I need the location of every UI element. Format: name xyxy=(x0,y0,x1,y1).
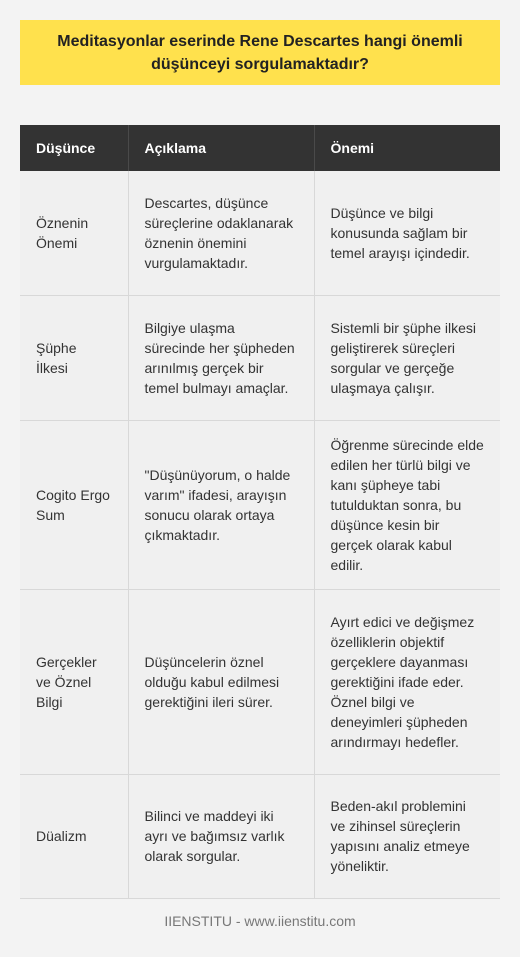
cell-dusunce: Gerçekler ve Öznel Bilgi xyxy=(20,589,128,774)
column-header-aciklama: Açıklama xyxy=(128,125,314,171)
cell-aciklama: Descartes, düşünce süreçlerine odaklanarak öznenin önemini vurgulamaktadır. xyxy=(128,171,314,295)
column-header-onemi: Önemi xyxy=(314,125,500,171)
cell-onemi: Öğrenme sürecinde elde edilen her türlü bilgi ve kanı şüpheye tabi tutulduktan sonra, bu düşünce kesin bir gerçek olarak kabul edilir. xyxy=(314,420,500,589)
cell-dusunce: Düalizm xyxy=(20,774,128,898)
footer-credit: IIENSTITU - www.iienstitu.com xyxy=(164,913,356,929)
table-header-row xyxy=(20,125,500,171)
table-row xyxy=(20,420,500,589)
descartes-table xyxy=(20,125,500,899)
title-banner xyxy=(20,20,500,85)
table-row xyxy=(20,171,500,295)
cell-dusunce: Şüphe İlkesi xyxy=(20,295,128,420)
cell-aciklama: Düşüncelerin öznel olduğu kabul edilmesi gerektiğini ileri sürer. xyxy=(128,589,314,774)
cell-onemi: Sistemli bir şüphe ilkesi geliştirerek süreçleri sorgular ve gerçeğe ulaşmaya çalışır. xyxy=(314,295,500,420)
cell-aciklama: "Düşünüyorum, o halde varım" ifadesi, arayışın sonucu olarak ortaya çıkmaktadır. xyxy=(128,420,314,589)
table-row xyxy=(20,295,500,420)
cell-dusunce: Öznenin Önemi xyxy=(20,171,128,295)
column-header-dusunce: Düşünce xyxy=(20,125,128,171)
cell-aciklama: Bilinci ve maddeyi iki ayrı ve bağımsız varlık olarak sorgular. xyxy=(128,774,314,898)
page-title: Meditasyonlar eserinde Rene Descartes hangi önemli düşünceyi sorgulamaktadır? xyxy=(57,32,463,73)
cell-onemi: Ayırt edici ve değişmez özelliklerin objektif gerçeklere dayanması gerektiğini ifade eder. Öznel bilgi ve deneyimleri şüpheden arındırmayı hedefler. xyxy=(314,589,500,774)
cell-onemi: Beden-akıl problemini ve zihinsel süreçlerin yapısını analiz etmeye yöneliktir. xyxy=(314,774,500,898)
cell-aciklama: Bilgiye ulaşma sürecinde her şüpheden arınılmış gerçek bir temel bulmayı amaçlar. xyxy=(128,295,314,420)
cell-dusunce: Cogito Ergo Sum xyxy=(20,420,128,589)
table-row xyxy=(20,774,500,898)
table-row xyxy=(20,589,500,774)
cell-onemi: Düşünce ve bilgi konusunda sağlam bir temel arayışı içindedir. xyxy=(314,171,500,295)
